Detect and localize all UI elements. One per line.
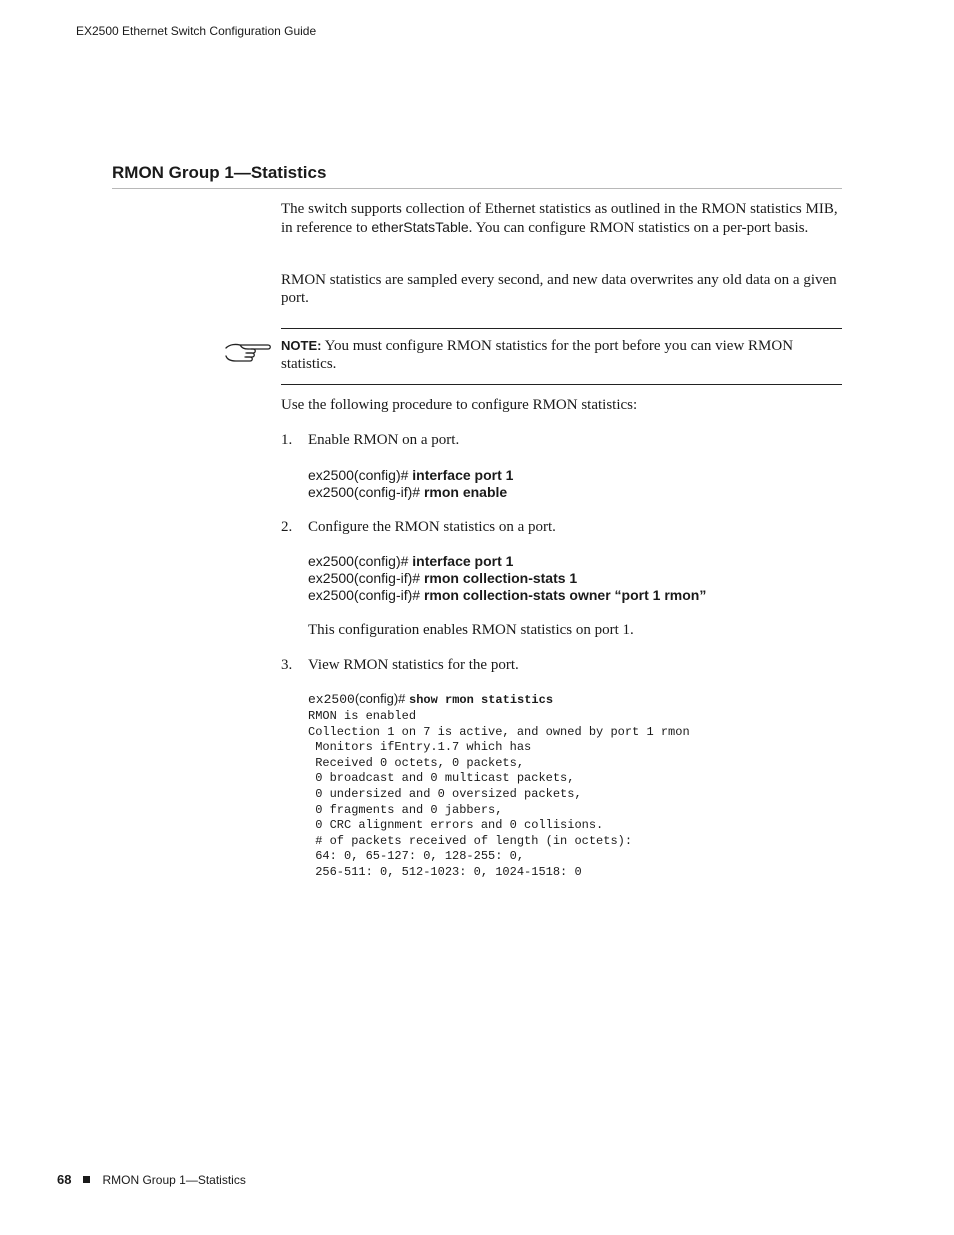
note-body: You must configure RMON statistics for the port before you can view RMON statistics. xyxy=(281,338,794,372)
note-rule-bottom xyxy=(281,384,842,385)
step-result-note: This configuration enables RMON statistics on port 1. xyxy=(308,622,634,638)
cli-output-line: Collection 1 on 7 is active, and owned by port 1 rmon xyxy=(308,724,690,739)
intro-paragraph xyxy=(281,201,839,237)
cli-output-lines xyxy=(308,709,690,881)
step-number: 3. xyxy=(281,657,293,673)
cli-command: interface port 1 xyxy=(412,553,514,569)
cli-output-line: 0 fragments and 0 jabbers, xyxy=(308,802,503,817)
step-number: 1. xyxy=(281,432,293,448)
square-bullet-icon xyxy=(83,1176,90,1183)
page-number: 68 xyxy=(57,1172,72,1187)
pointing-hand-icon xyxy=(224,339,272,363)
cli-prompt-mode: (config)# xyxy=(354,691,410,706)
intro-text-start: The switch supports collection of Ethernet statistics as outlined in the RMON statistics MIB, in reference to xyxy=(281,201,838,236)
cli-block-step1 xyxy=(308,467,513,501)
section-title: RMON Group 1—Statistics xyxy=(112,163,327,182)
cli-output-line: 256-511: 0, 512-1023: 0, 1024-1518: 0 xyxy=(308,864,582,879)
mib-table-name: etherStatsTable xyxy=(371,218,469,235)
cli-command: rmon collection-stats 1 xyxy=(423,570,578,586)
step-text: Configure the RMON statistics on a port. xyxy=(308,519,556,535)
sampling-paragraph: RMON statistics are sampled every second, and new data overwrites any old data on a given port. xyxy=(281,272,837,306)
note-label: NOTE: xyxy=(281,338,322,353)
cli-prompt-host: ex2500 xyxy=(308,692,355,707)
cli-prompt: ex2500(config)# xyxy=(308,467,413,483)
cli-output-line: 0 undersized and 0 oversized packets, xyxy=(308,786,582,801)
step-text: View RMON statistics for the port. xyxy=(308,657,519,673)
cli-output-line: RMON is enabled xyxy=(308,709,417,723)
note-rule-top xyxy=(281,328,842,329)
cli-output-line: # of packets received of length (in octets): xyxy=(308,833,633,848)
title-rule xyxy=(112,188,842,189)
cli-prompt: ex2500(config-if)# xyxy=(308,587,424,603)
cli-output-line: Monitors ifEntry.1.7 which has xyxy=(308,740,532,755)
cli-command: interface port 1 xyxy=(412,467,514,483)
footer-section-title: RMON Group 1—Statistics xyxy=(102,1172,246,1187)
cli-prompt: ex2500(config-if)# xyxy=(308,484,424,500)
cli-output-line: 0 broadcast and 0 multicast packets, xyxy=(308,771,575,786)
footer xyxy=(57,1172,246,1187)
cli-prompt: ex2500(config)# xyxy=(308,553,413,569)
cli-command: rmon enable xyxy=(423,484,508,500)
cli-command: show rmon statistics xyxy=(409,693,554,707)
note-text xyxy=(281,337,839,373)
cli-block-step2 xyxy=(308,553,706,604)
cli-output-line: 64: 0, 65-127: 0, 128-255: 0, xyxy=(308,849,525,864)
running-header: EX2500 Ethernet Switch Configuration Guide xyxy=(76,24,317,38)
cli-prompt-line xyxy=(308,690,690,709)
intro-text-end: . You can configure RMON statistics on a per-port basis. xyxy=(468,219,809,236)
step-number: 2. xyxy=(281,519,293,535)
cli-output-line: Received 0 octets, 0 packets, xyxy=(308,755,525,770)
cli-output-line: 0 CRC alignment errors and 0 collisions. xyxy=(308,818,604,833)
cli-command: rmon collection-stats owner “port 1 rmon” xyxy=(423,587,707,603)
cli-prompt: ex2500(config-if)# xyxy=(308,570,424,586)
step-text: Enable RMON on a port. xyxy=(308,432,460,448)
procedure-intro: Use the following procedure to configure RMON statistics: xyxy=(281,397,638,413)
cli-output-block xyxy=(308,690,690,881)
